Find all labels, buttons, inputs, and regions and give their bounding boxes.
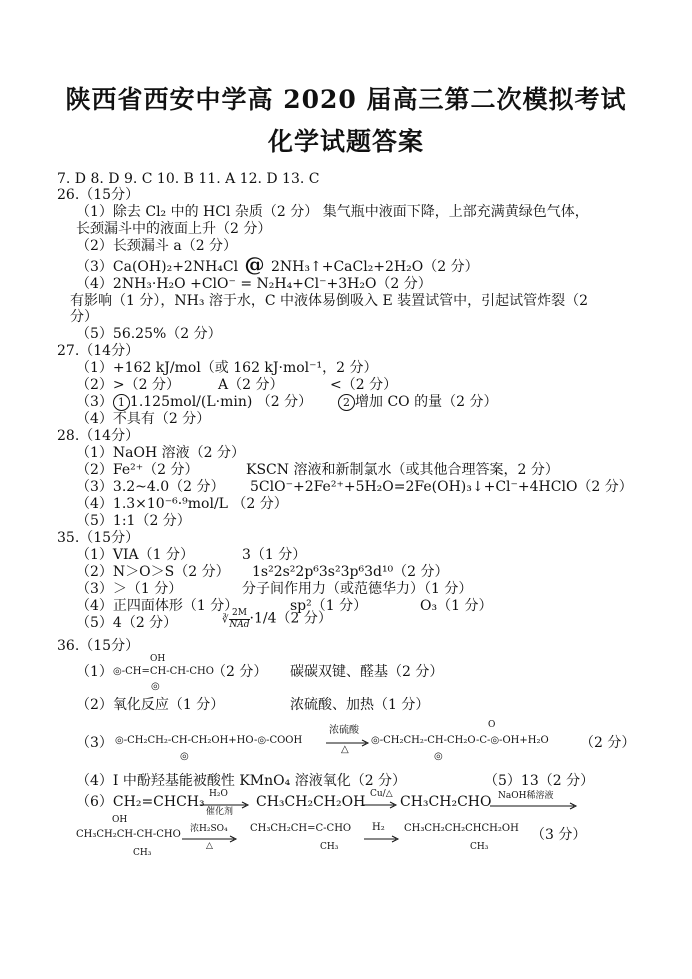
q36-answer-3-pts: （2 分） bbox=[580, 735, 636, 751]
reaction-arrow bbox=[490, 802, 578, 810]
q28-answer-2a: （2）Fe²⁺（2 分） bbox=[76, 462, 199, 478]
q28-heading: 28.（14分） bbox=[57, 428, 140, 444]
q36-enal-methyl: CH₃ bbox=[320, 842, 339, 852]
q26-heat-mark: @ bbox=[244, 252, 265, 276]
q35-fraction-numerator: 2M bbox=[229, 608, 249, 620]
q26-answer-1b: 长颈漏斗中的液面上升（2 分） bbox=[76, 221, 272, 237]
q36-step3-reagent: NaOH稀溶液 bbox=[498, 791, 554, 801]
q26-answer-4-note-b: 分） bbox=[70, 309, 98, 325]
q36-answer-2b: 浓硫酸、加热（1 分） bbox=[290, 697, 430, 713]
q36-struct-main: ◎-CH=CH-CH-CHO bbox=[113, 666, 214, 677]
q36-aldol-oh: OH bbox=[112, 815, 128, 825]
q36-answer-4: （4）I 中酚羟基能被酸性 KMnO₄ 溶液氧化（2 分） bbox=[76, 773, 407, 789]
q35-answer-5a: （5）4（2 分） bbox=[76, 615, 178, 631]
q27-answer-3-rate: 1.125mol/(L·min) （2 分） bbox=[129, 394, 313, 410]
q27-answer-4: （4）不具有（2 分） bbox=[76, 411, 211, 427]
q26-answer-3 bbox=[76, 252, 479, 276]
q35-answer-5-formula: ∛ 2M NAd ·1/4（2 分） bbox=[222, 608, 332, 630]
q36-answer-1-groups: 碳碳双键、醛基（2 分） bbox=[290, 664, 444, 680]
q36-struct-ring: ◎ bbox=[151, 681, 160, 692]
q26-answer-5: （5）56.25%（2 分） bbox=[76, 326, 222, 342]
q36-final-product: CH₃CH₂CH₂CHCH₂OH bbox=[404, 823, 519, 834]
q28-answer-3b: 5ClO⁻+2Fe²⁺+5H₂O=2Fe(OH)₃↓+Cl⁻+4HClO（2 分） bbox=[250, 479, 633, 495]
q27-answer-2c: <（2 分） bbox=[330, 377, 398, 393]
reaction-arrow bbox=[364, 835, 400, 843]
q36-rxn-heat: △ bbox=[341, 744, 349, 755]
q28-answer-4: （4）1.3×10⁻⁶·⁹mol/L （2 分） bbox=[76, 496, 288, 512]
q26-answer-2: （2）长颈漏斗 a（2 分） bbox=[76, 238, 238, 254]
q26-answer-4-note-a: 有影响（1 分），NH₃ 溶于水，C 中液体易倒吸入 E 装置试管中，引起试管炸裂（2 bbox=[70, 293, 589, 309]
q36-product-ring: ◎ bbox=[434, 751, 443, 762]
q27-answer-3 bbox=[76, 393, 312, 411]
q35-answer-2b: 1s²2s²2p⁶3s²3p⁶3d¹⁰（2 分） bbox=[252, 564, 449, 580]
q36-rxn-ring: ◎ bbox=[180, 751, 189, 762]
q35-fraction-denominator: NAd bbox=[229, 620, 250, 630]
q26-answer-3-products: 2NH₃↑+CaCl₂+2H₂O（2 分） bbox=[271, 259, 479, 275]
q36-aldol-product: CH₃CH₂CH-CH-CHO bbox=[76, 829, 181, 840]
q27-answer-3-label: （3） bbox=[76, 394, 113, 410]
q36-step2-reagent: Cu/△ bbox=[370, 789, 393, 799]
q36-answer-6-propanal: CH₃CH₂CHO bbox=[400, 794, 492, 810]
q36-step1-reagent: H₂O bbox=[209, 789, 228, 799]
q36-answer-6-propanol: CH₃CH₂CH₂OH bbox=[256, 794, 366, 810]
q36-aldol-methyl: CH₃ bbox=[133, 848, 152, 858]
q35-answer-3b: 分子间作用力（或范德华力）（1 分） bbox=[242, 581, 473, 597]
q36-heading: 36.（15分） bbox=[57, 638, 140, 654]
q27-answer-3-co: 增加 CO 的量（2 分） bbox=[355, 394, 498, 410]
q35-answer-4b: sp²（1 分） bbox=[290, 598, 368, 614]
page-subtitle: 化学试题答案 bbox=[267, 127, 424, 156]
q36-step4-heat: △ bbox=[206, 841, 213, 851]
q36-step2-arrow bbox=[362, 796, 398, 814]
page-title: 陕西省西安中学高 2020 届高三第二次模拟考试 bbox=[65, 85, 627, 114]
q36-step5-reagent: H₂ bbox=[372, 822, 385, 833]
q26-answer-3-reactants: （3）Ca(OH)₂+2NH₄Cl bbox=[76, 259, 239, 275]
q36-answer-1-pts: （2 分） bbox=[212, 664, 268, 680]
q35-answer-1a: （1）VIA（1 分） bbox=[76, 547, 195, 563]
q35-answer-2a: （2）N＞O＞S（2 分） bbox=[76, 564, 230, 580]
q35-heading: 35.（15分） bbox=[57, 530, 140, 546]
q27-heading: 27.（14分） bbox=[57, 343, 140, 359]
q36-answer-6-start: （6）CH₂=CHCH₃ bbox=[76, 794, 205, 810]
q36-struct-oh: OH bbox=[150, 654, 166, 664]
q36-final-methyl: CH₃ bbox=[470, 842, 489, 852]
q36-step5-arrow bbox=[364, 830, 400, 848]
q26-answer-1a: （1）除去 Cl₂ 中的 HCl 杂质（2 分） 集气瓶中液面下降，上部充满黄绿色气体， bbox=[76, 204, 589, 220]
q36-answer-2a: （2）氧化反应（1 分） bbox=[76, 697, 225, 713]
q36-product-carbonyl-o: O bbox=[488, 720, 496, 730]
q36-answer-3-label: （3） bbox=[76, 735, 113, 751]
q36-step3-arrow bbox=[490, 797, 578, 815]
q36-step4-reagent: 浓H₂SO₄ bbox=[190, 824, 228, 834]
q28-answer-2b: KSCN 溶液和新制氯水（或其他合理答案，2 分） bbox=[246, 462, 559, 478]
reaction-arrow bbox=[362, 801, 398, 809]
q28-answer-1: （1）NaOH 溶液（2 分） bbox=[76, 445, 245, 461]
q35-answer-4c: O₃（1 分） bbox=[420, 598, 493, 614]
q27-answer-2b: A（2 分） bbox=[218, 377, 284, 393]
q36-answer-6-pts: （3 分） bbox=[531, 827, 587, 843]
q35-answer-4a: （4）正四面体形（1 分） bbox=[76, 598, 239, 614]
q26-heading: 26.（15分） bbox=[57, 187, 140, 203]
q28-answer-3a: （3）3.2~4.0（2 分） bbox=[76, 479, 225, 495]
circled-two: 2 bbox=[338, 394, 355, 411]
q36-enal-product: CH₃CH₂CH=C-CHO bbox=[250, 823, 352, 834]
q36-rxn-condition: 浓硫酸 bbox=[329, 725, 359, 736]
q36-answer-1-label: （1） bbox=[76, 664, 113, 680]
q28-answer-5: （5）1:1（2 分） bbox=[76, 513, 191, 529]
q35-answer-1b: 3（1 分） bbox=[242, 547, 307, 563]
q27-answer-2a: （2）>（2 分） bbox=[76, 377, 180, 393]
q36-answer-5: （5）13（2 分） bbox=[484, 773, 595, 789]
circled-one: 1 bbox=[113, 394, 130, 411]
mc-answers: 7. D 8. D 9. C 10. B 11. A 12. D 13. C bbox=[57, 171, 320, 187]
q36-rxn-products: ◎-CH₂CH₂-CH-CH₂O-C-◎-OH+H₂O bbox=[371, 735, 549, 746]
q35-answer-3a: （3）＞（1 分） bbox=[76, 581, 183, 597]
q35-answer-5b: ·1/4（2 分） bbox=[249, 610, 332, 627]
q27-answer-1: （1）+162 kJ/mol（或 162 kJ·mol⁻¹，2 分） bbox=[76, 360, 378, 376]
q36-step1-catalyst: 催化剂 bbox=[206, 807, 234, 817]
q26-answer-4: （4）2NH₃·H₂O +ClO⁻ = N₂H₄+Cl⁻+3H₂O（2 分） bbox=[76, 276, 432, 292]
q27-answer-3-second bbox=[338, 393, 497, 411]
q36-rxn-reactants: ◎-CH₂CH₂-CH-CH₂OH+HO-◎-COOH bbox=[115, 735, 303, 746]
